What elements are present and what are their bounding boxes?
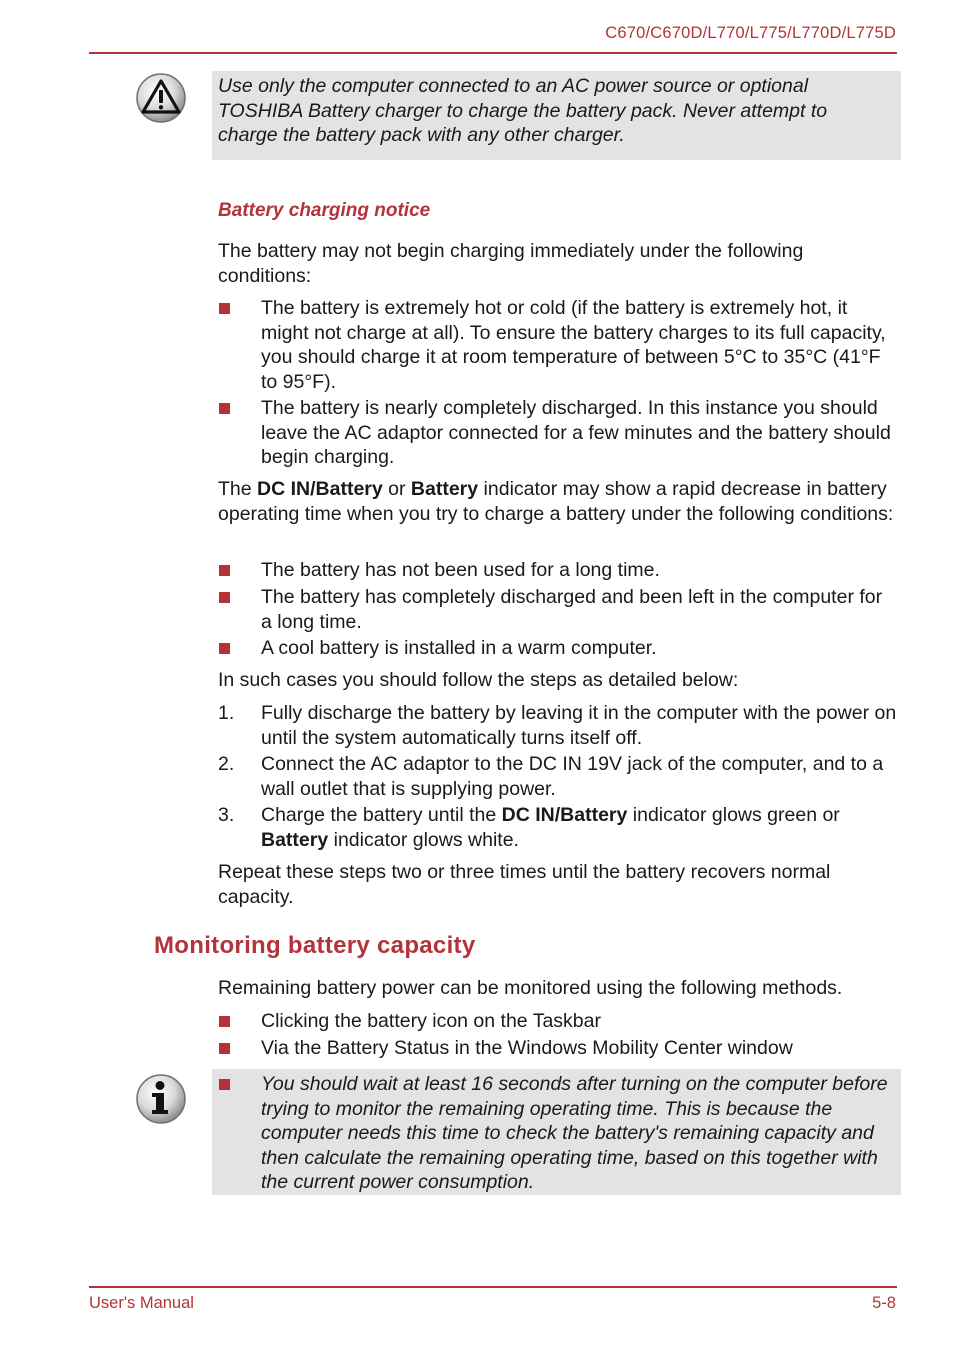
warning-callout (212, 71, 901, 160)
numbered-step: 1. Fully discharge the battery by leaving it in the computer with the power on until the system automatically turns itself off. (218, 702, 897, 749)
bullet-square (219, 565, 230, 576)
list-item: Clicking the battery icon on the Taskbar (218, 1009, 898, 1034)
warning-triangle-icon (135, 72, 187, 124)
info-callout (212, 1069, 901, 1195)
header-model-list: C670/C670D/L770/L775/L770D/L775D (605, 24, 896, 42)
bullet-square (219, 303, 230, 314)
bullet-square (219, 1043, 230, 1054)
bullet-square (219, 643, 230, 654)
list-item: The battery has not been used for a long time. (218, 558, 898, 583)
bullet-square (219, 1079, 230, 1090)
page-number: 5-8 (872, 1294, 896, 1312)
bullet-square (219, 592, 230, 603)
numbered-step: 2. Connect the AC adaptor to the DC IN 19V jack of the computer, and to a wall outlet that is supplying power. (218, 753, 884, 800)
warning-text: Use only the computer connected to an AC power source or optional TOSHIBA Battery charger to charge the battery pack. Never attempt to charge the battery pack with any other charger. (218, 75, 828, 146)
numbered-step: 3. Charge the battery until the DC IN/Battery indicator glows green or Battery indicator glows white. (218, 804, 840, 851)
indicator-paragraph: The DC IN/Battery or Battery indicator may show a rapid decrease in battery operating time when you try to charge a battery under the following conditions: (218, 478, 894, 525)
section-heading: Monitoring battery capacity (154, 932, 476, 959)
list-item: The battery has completely discharged and been left in the computer for a long time. (218, 585, 898, 634)
steps-intro: In such cases you should follow the steps as detailed below: (218, 669, 739, 691)
list-item: The battery is nearly completely discharged. In this instance you should leave the AC adaptor connected for a few minutes and the battery should begin charging. (218, 396, 898, 470)
footer-rule (89, 1286, 897, 1288)
info-text: You should wait at least 16 seconds after turning on the computer before trying to monitor the remaining operating time. This is because the computer needs this time to check the battery's remaining capacity and then calculate the remaining operating time, based on this together with the current power consumption. (261, 1073, 888, 1193)
repeat-paragraph: Repeat these steps two or three times until the battery recovers normal capacity. (218, 861, 831, 908)
header-rule (89, 52, 897, 54)
charging-intro: The battery may not begin charging immediately under the following conditions: (218, 240, 804, 287)
list-item: Via the Battery Status in the Windows Mobility Center window (218, 1036, 898, 1061)
bullet-square (219, 1016, 230, 1027)
footer-manual-title: User's Manual (89, 1294, 194, 1312)
bullet-square (219, 403, 230, 414)
info-icon (135, 1073, 187, 1125)
list-item: A cool battery is installed in a warm computer. (218, 636, 898, 661)
list-item: The battery is extremely hot or cold (if the battery is extremely hot, it might not charge at all). To ensure the battery charges to its full capacity, you should charge it at room temperature of between 5°C to 35°C (41°F to 95°F). (218, 296, 898, 394)
list-item (212, 1072, 895, 1195)
monitoring-intro: Remaining battery power can be monitored using the following methods. (218, 977, 843, 999)
subsection-heading: Battery charging notice (218, 200, 431, 221)
